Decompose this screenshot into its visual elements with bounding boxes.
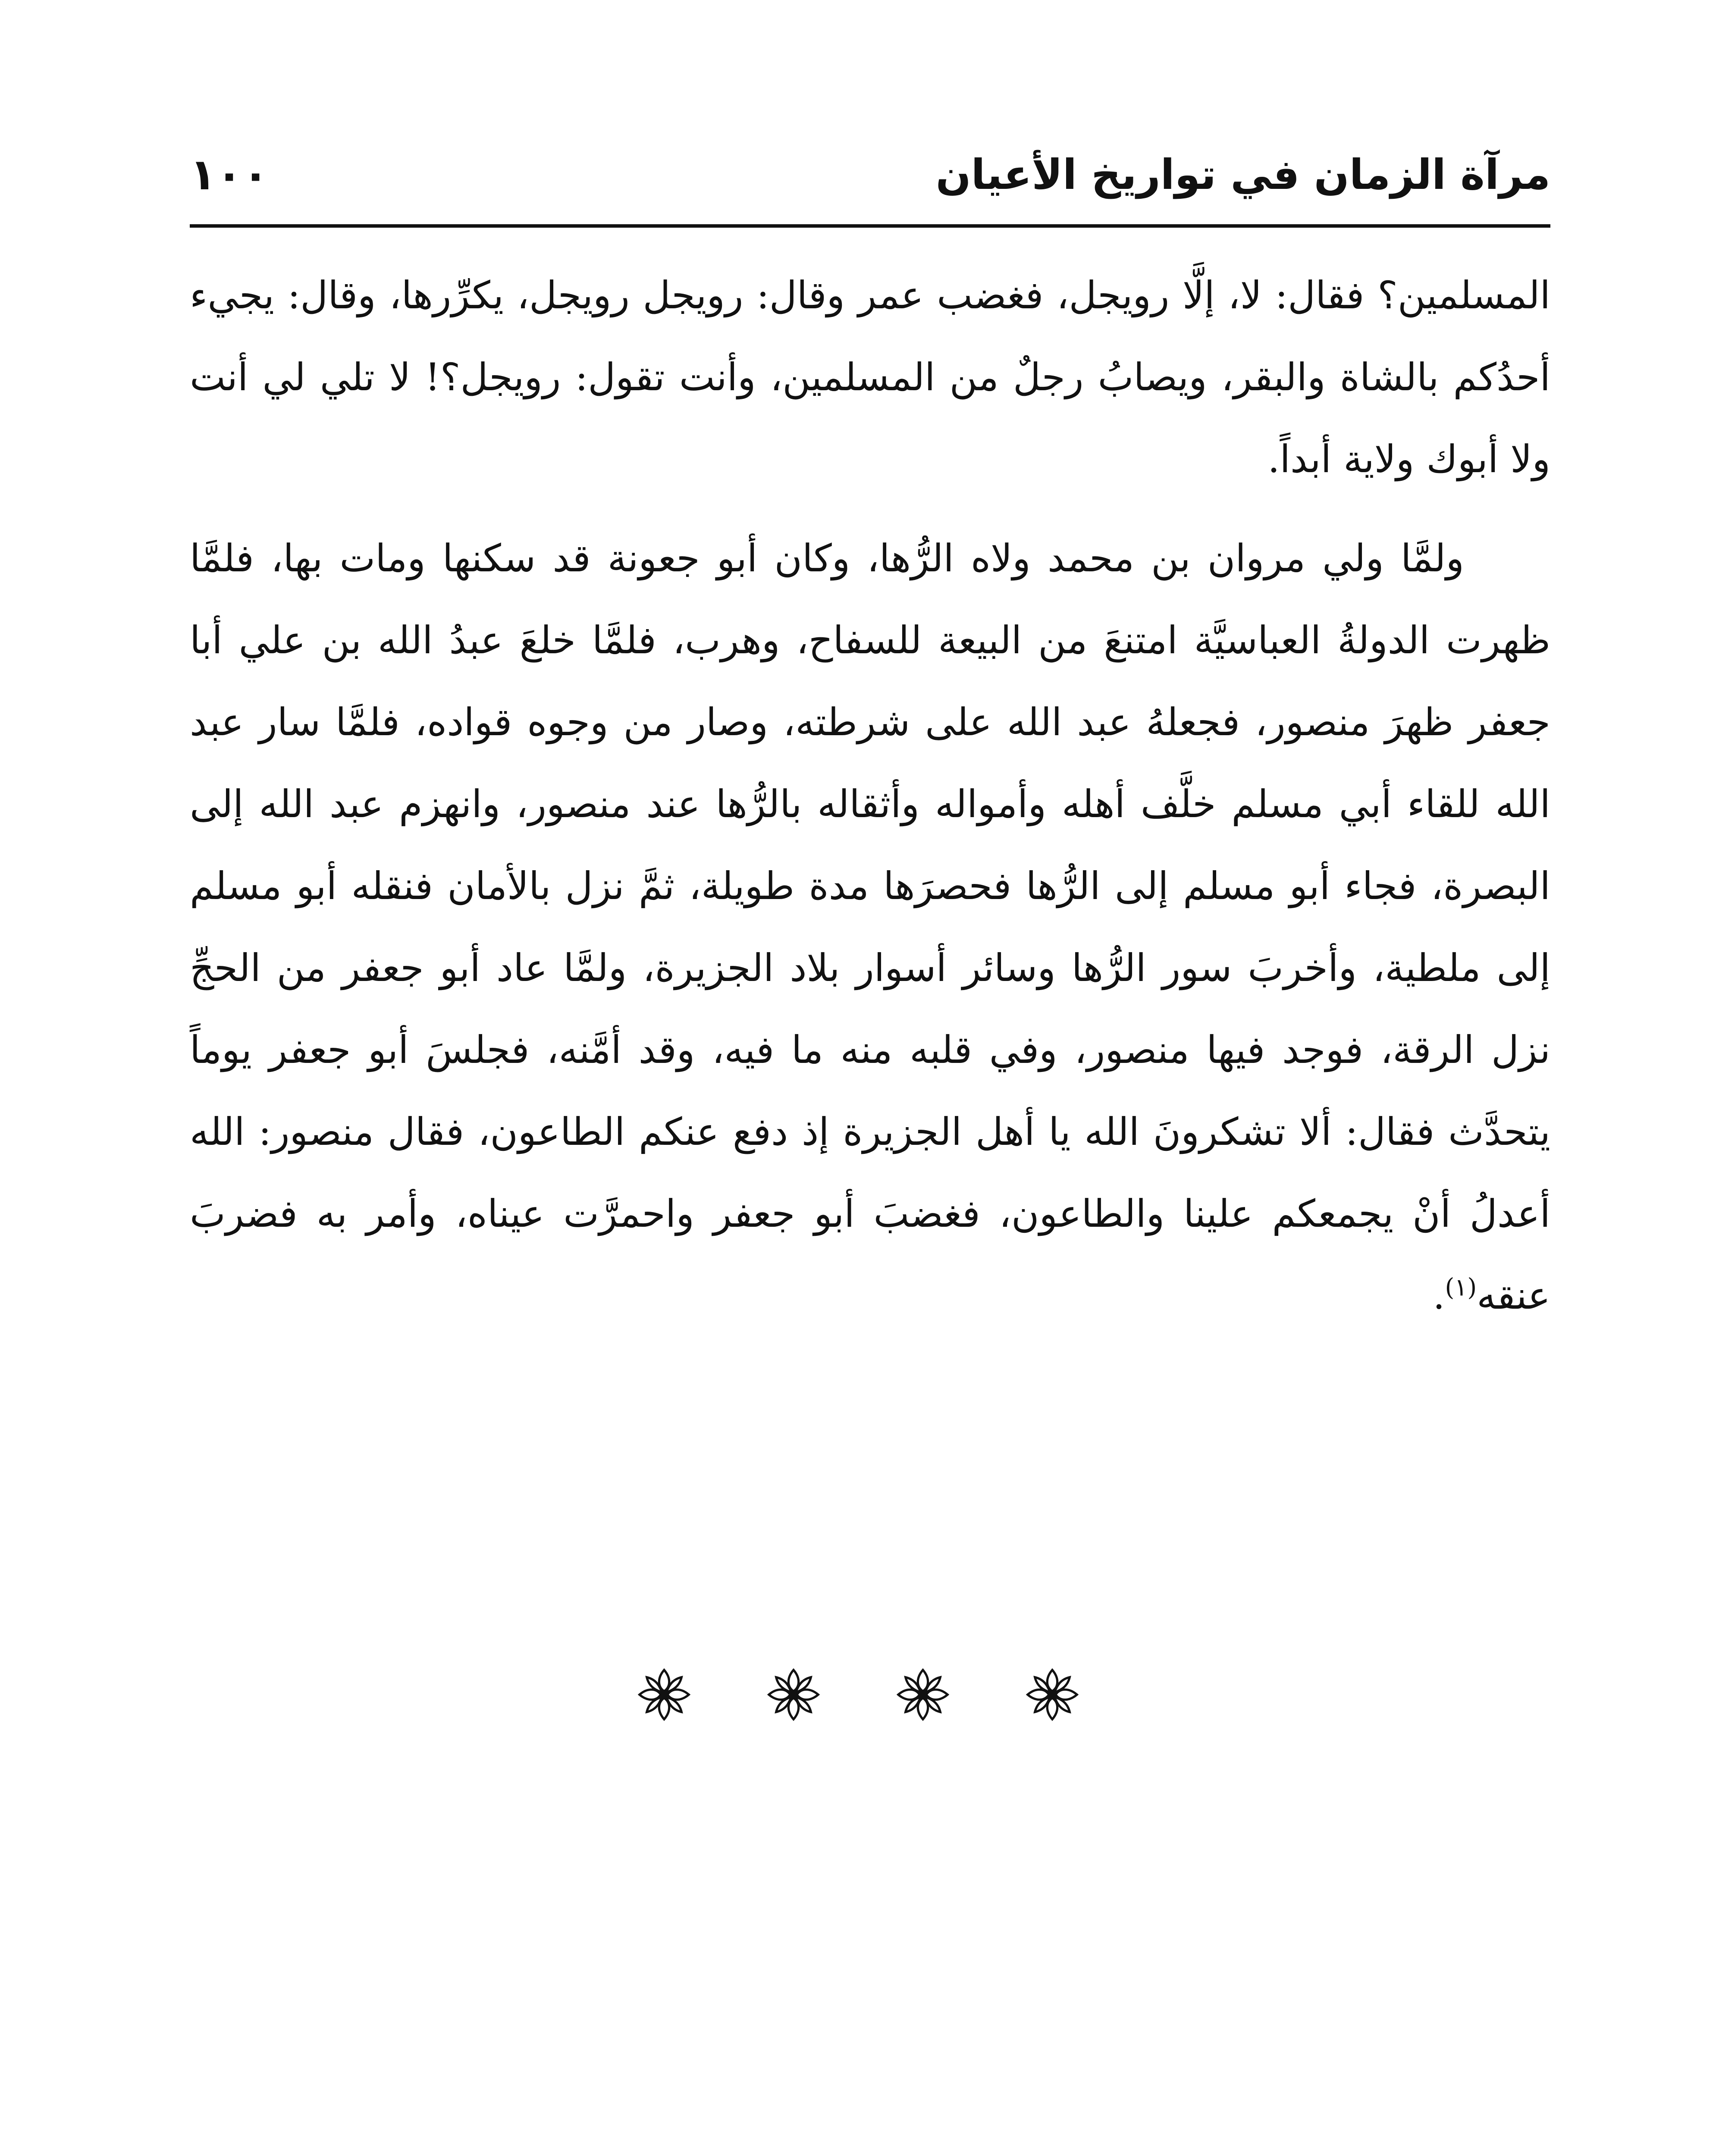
paragraph-1: المسلمين؟ فقال: لا، إلَّا رويجل، فغضب عمر وقال: رويجل رويجل، يكرِّرها، وقال: يجيء أحدُكم بالشاة والبقر، ويصابُ رجلٌ من المسلمين، وأنت تقول: رويجل؟! لا تلي لي أنت ولا أبوك ولاية أبداً. [190, 273, 1550, 481]
flower-ornament-icon [636, 1667, 692, 1723]
paragraph-2-end: . [1433, 1273, 1445, 1318]
footnote-reference: (١) [1445, 1273, 1477, 1302]
header-divider [190, 224, 1550, 228]
paragraph-2 [190, 517, 1550, 1337]
section-ornaments [0, 1656, 1716, 1733]
book-title: مرآة الزمان في تواريخ الأعيان [935, 150, 1550, 199]
page-number: ١٠٠ [190, 149, 269, 200]
running-header [190, 129, 1550, 216]
flower-ornament-icon [895, 1667, 951, 1723]
flower-ornament-icon [1024, 1667, 1080, 1723]
paragraph-2-text: ولمَّا ولي مروان بن محمد ولاه الرُّها، وكان أبو جعونة قد سكنها ومات بها، فلمَّا ظهرت الدولةُ العباسيَّة امتنعَ من البيعة للسفاح، وهرب، فلمَّا خلعَ عبدُ الله بن علي أبا جعفر ظهرَ منصور، فجعلهُ عبد الله على شرطته، وصار من وجوه قواده، فلمَّا سار عبد الله للقاء أبي مسلم خلَّف أهله وأمواله وأثقاله بالرُّها عند منصور، وانهزم عبد الله إلى البصرة، فجاء أبو مسلم إلى الرُّها فحصرَها مدة طويلة، ثمَّ نزل بالأمان فنقله أبو مسلم إلى ملطية، وأخربَ سور الرُّها وسائر أسوار بلاد الجزيرة، ولمَّا عاد أبو جعفر من الحجِّ نزل الرقة، فوجد فيها منصور، وفي قلبه منه ما فيه، وقد أمَّنه، فجلسَ أبو جعفر يوماً يتحدَّث فقال: ألا تشكرونَ الله يا أهل الجزيرة إذ دفع عنكم الطاعون، فقال منصور: الله أعدلُ أنْ يجمعكم علينا والطاعون، فغضبَ أبو جعفر واحمرَّت عيناه، وأمر به فضربَ عنقه [190, 536, 1551, 1318]
main-text [190, 254, 1550, 1354]
flower-ornament-icon [765, 1667, 822, 1723]
